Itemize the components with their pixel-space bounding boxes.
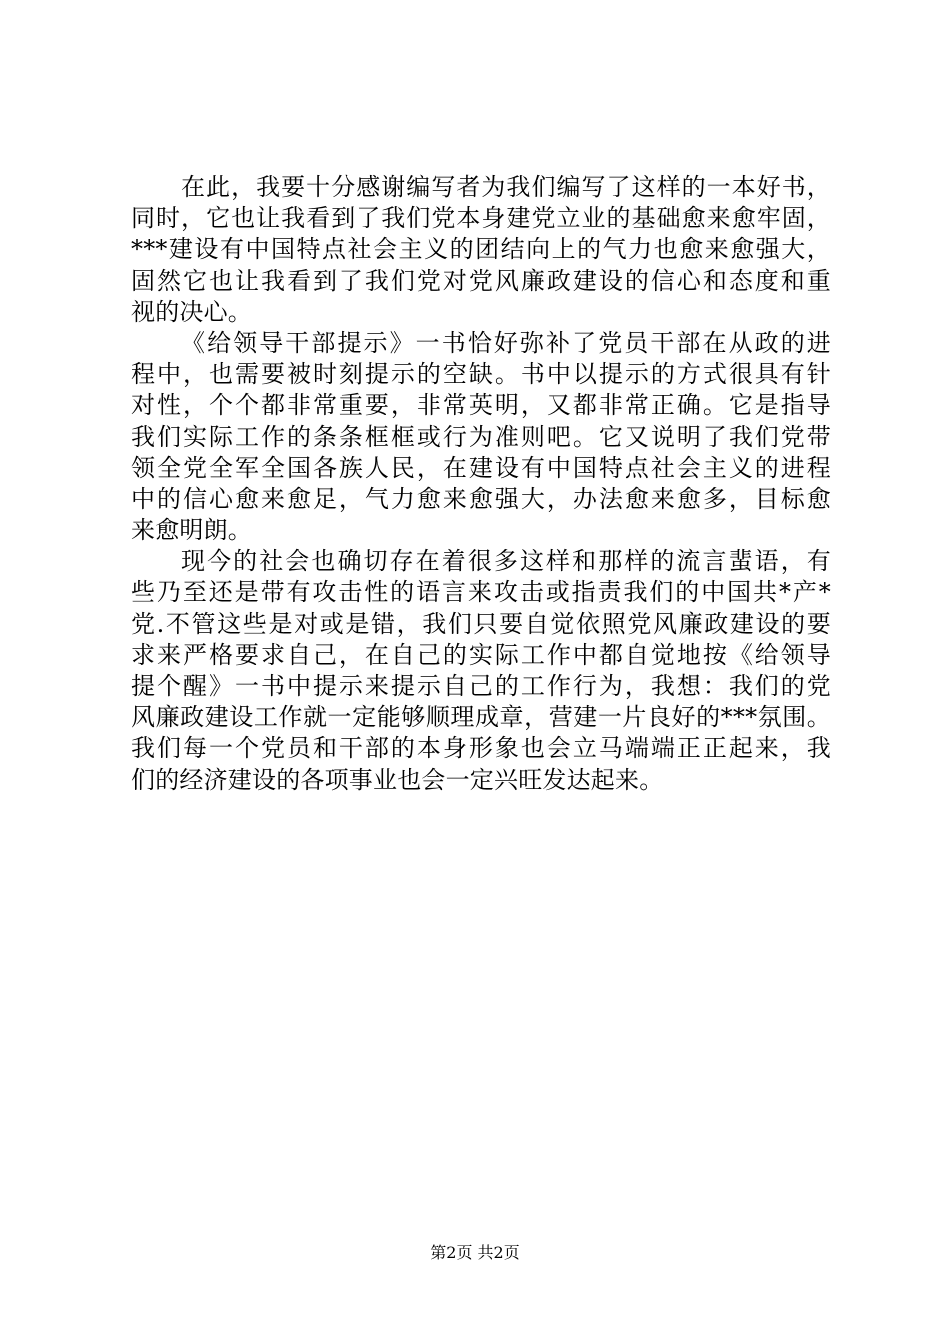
paragraph-3-line-5: 提个醒》一书中提示来提示自己的工作行为，我想：我们的党 (131, 672, 831, 700)
paragraph-3-line-7: 我们每一个党员和干部的本身形象也会立马端端正正起来，我 (131, 734, 831, 763)
paragraph-2-line-3: 对性，个个都非常重要，非常英明，又都非常正确。它是指导 (131, 391, 831, 420)
paragraph-2-line-5: 领全党全军全国各族人民，在建设有中国特点社会主义的进程 (131, 453, 831, 482)
paragraph-2-line-7: 来愈明朗。 (131, 516, 252, 545)
paragraph-3-line-2: 些乃至还是带有攻击性的语言来攻击或指责我们的中国共*产* (131, 578, 831, 607)
paragraph-3-line-3: 党.不管这些是对或是错，我们只要自觉依照党风廉政建设的要 (131, 609, 831, 638)
paragraph-3-line-1: 现今的社会也确切存在着很多这样和那样的流言蜚语，有 (181, 547, 831, 576)
page-footer (0, 1243, 950, 1263)
paragraph-1-line-3: ***建设有中国特点社会主义的团结向上的气力也愈来愈强大， (131, 235, 831, 264)
paragraph-1-line-2: 同时，它也让我看到了我们党本身建党立业的基础愈来愈牢固， (131, 204, 831, 233)
page-indicator: 第2页 共2页 (430, 1243, 520, 1262)
paragraph-3-line-6: 风廉政建设工作就一定能够顺理成章，营建一片良好的***氛围。 (131, 703, 831, 732)
paragraph-1-line-4: 固然它也让我看到了我们党对党风廉政建设的信心和态度和重 (131, 266, 831, 295)
paragraph-2-line-6: 中的信心愈来愈足，气力愈来愈强大，办法愈来愈多，目标愈 (131, 484, 831, 513)
paragraph-1-line-1: 在此，我要十分感谢编写者为我们编写了这样的一本好书， (181, 173, 831, 201)
paragraph-3-line-4: 求来严格要求自己，在自己的实际工作中都自觉地按《给领导 (131, 640, 831, 669)
document-body (131, 172, 831, 796)
paragraph-2-line-2: 程中，也需要被时刻提示的空缺。书中以提示的方式很具有针 (131, 360, 831, 389)
paragraph-3-line-8: 们的经济建设的各项事业也会一定兴旺发达起来。 (131, 765, 664, 794)
paragraph-1-line-5: 视的决心。 (131, 297, 252, 326)
paragraph-2-line-4: 我们实际工作的条条框框或行为准则吧。它又说明了我们党带 (131, 422, 831, 451)
paragraph-2-line-1: 《给领导干部提示》一书恰好弥补了党员干部在从政的进 (181, 328, 831, 357)
